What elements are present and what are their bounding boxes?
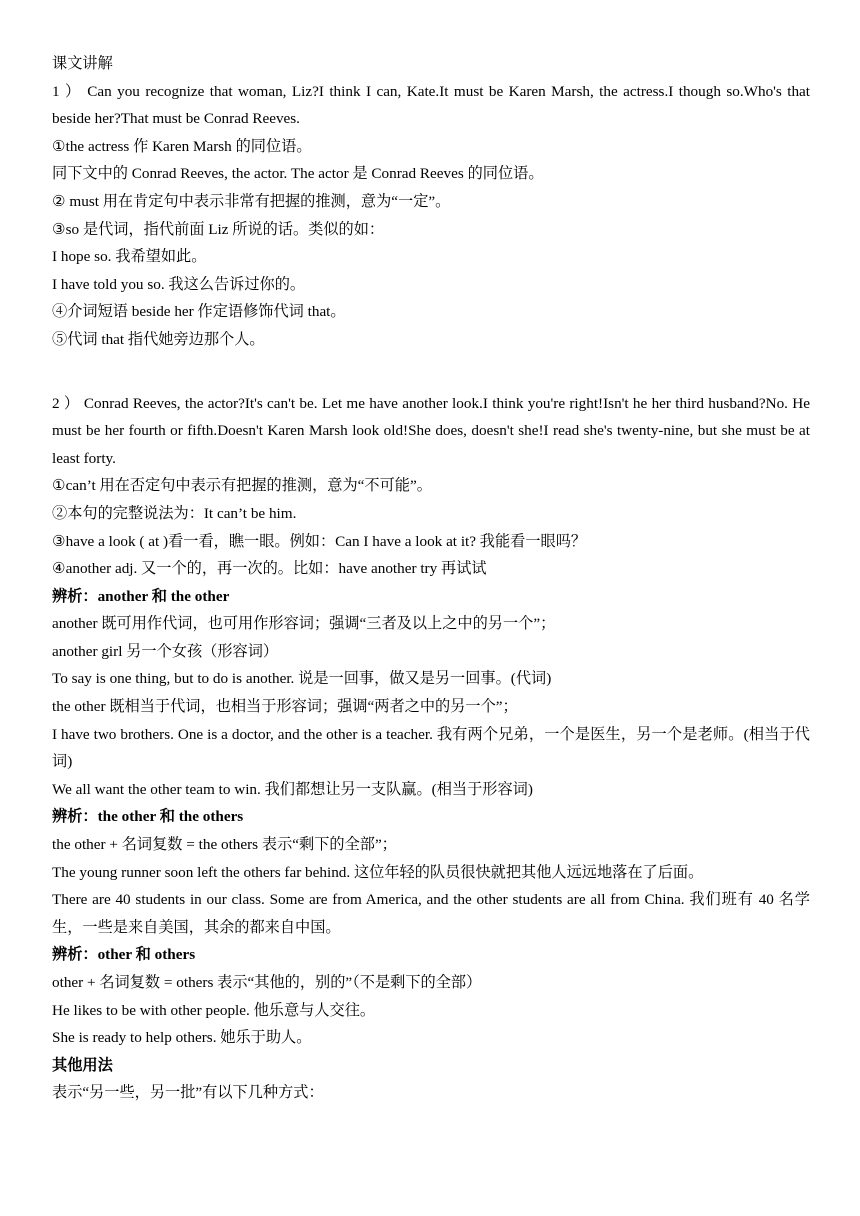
- section-spacer: [52, 354, 810, 390]
- passage-2: 2 ） Conrad Reeves, the actor?It's can't be. Let me have another look.I think you're right!Isn't he her third husband?No. He must be her fourth or fifth.Doesn't Karen Marsh look old!She does, doesn't she!I read she's twenty-nine, but she must be at least forty.: [52, 394, 810, 467]
- note-1-5: I hope so. 我希望如此。: [52, 248, 207, 266]
- analysis-line: I have two brothers. One is a doctor, and the other is a teacher. 我有两个兄弟，一个是医生，另一个是老师。(相当于代词): [52, 725, 810, 771]
- note-1-1: ①the actress 作 Karen Marsh 的同位语。: [52, 137, 312, 155]
- page-title: 课文讲解: [52, 55, 113, 72]
- note-1-2: 同下文中的 Conrad Reeves, the actor. The actor 是 Conrad Reeves 的同位语。: [52, 165, 544, 183]
- analysis-line: To say is one thing, but to do is another. 说是一回事，做又是另一回事。(代词): [52, 670, 552, 688]
- note-2-4: ④another adj. 又一个的，再一次的。比如：have another try 再试试: [52, 560, 487, 578]
- document-page: [52, 50, 810, 1107]
- other-usage-heading: 其他用法: [52, 1056, 113, 1074]
- note-1-4: ③so 是代词，指代前面 Liz 所说的话。类似的如：: [52, 220, 385, 238]
- note-2-1: ①can’t 用在否定句中表示有把握的推测，意为“不可能”。: [52, 477, 432, 495]
- note-2-2: ②本句的完整说法为：It can’t be him.: [52, 504, 297, 522]
- analysis-line: the other 既相当于代词，也相当于形容词；强调“两者之中的另一个”；: [52, 698, 518, 716]
- analysis-line: She is ready to help others. 她乐于助人。: [52, 1029, 312, 1047]
- analysis-line: the other + 名词复数 = the others 表示“剩下的全部”；: [52, 836, 397, 854]
- analysis-line: He likes to be with other people. 他乐意与人交往。: [52, 1001, 376, 1019]
- analysis-line: There are 40 students in our class. Some are from America, and the other students are all from China. 我们班有 40 名学生，一些是来自美国，其余的都来自中国。: [52, 891, 810, 936]
- note-1-6: I have told you so. 我这么告诉过你的。: [52, 275, 306, 293]
- analysis-line: other + 名词复数 = others 表示“其他的，别的”（不是剩下的全部）: [52, 974, 482, 991]
- analysis-line: another 既可用作代词，也可用作形容词；强调“三者及以上之中的另一个”；: [52, 615, 556, 633]
- note-2-3: ③have a look ( at )看一看，瞧一眼。例如：Can I have a look at it? 我能看一眼吗？: [52, 532, 587, 550]
- analysis-heading-the-others: 辨析：the other 和 the others: [52, 808, 244, 826]
- passage-1: 1 ） Can you recognize that woman, Liz?I think I can, Kate.It must be Karen Marsh, the actress.I though so.Who's that beside her?That must be Conrad Reeves.: [52, 82, 810, 128]
- analysis-heading-others: 辨析：other 和 others: [52, 946, 196, 964]
- analysis-line: We all want the other team to win. 我们都想让另一支队赢。(相当于形容词): [52, 780, 533, 798]
- analysis-heading-another: 辨析：another 和 the other: [52, 587, 230, 605]
- other-usage-line: 表示“另一些，另一批”有以下几种方式：: [52, 1084, 324, 1102]
- note-1-8: ⑤代词 that 指代她旁边那个人。: [52, 330, 265, 348]
- note-1-3: ② must 用在肯定句中表示非常有把握的推测，意为“一定”。: [52, 192, 451, 210]
- note-1-7: ④介词短语 beside her 作定语修饰代词 that。: [52, 303, 346, 321]
- analysis-line: The young runner soon left the others far behind. 这位年轻的队员很快就把其他人远远地落在了后面。: [52, 863, 704, 881]
- analysis-line: another girl 另一个女孩（形容词）: [52, 642, 279, 660]
